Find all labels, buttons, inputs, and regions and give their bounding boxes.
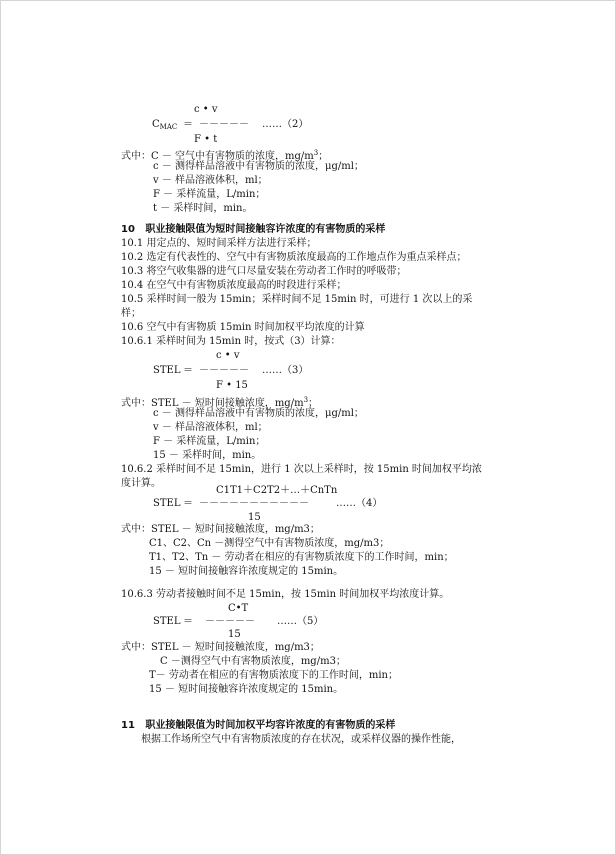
section-11-heading: 11 职业接触限值为时间加权平均容许浓度的有害物质的采样 — [121, 720, 396, 731]
sec10-item: 10.4 在空气中有害物质浓度最高的时段进行采样； — [121, 280, 347, 291]
sec11-paragraph: 根据工作场所空气中有害物质浓度的存在状况，或采样仪器的操作性能， — [141, 734, 461, 745]
defs2-line-0: 式中：C － 空气中有害物质的浓度，$mg/m^3$； — [121, 149, 329, 162]
eq2-fraction-bar: －－－－－ — [199, 119, 249, 130]
sec10-item: 10.6.1 采样时间为 15min 时，按式（3）计算： — [121, 336, 341, 347]
eq4-numerator: C1T1＋C2T2＋…＋CnTn — [216, 485, 338, 496]
sec10-item: 10.3 将空气收集器的进气口尽量安装在劳动者工作时的呼吸带； — [121, 266, 407, 277]
defs3-line-0: 式中：STEL － 短时间接触浓度，$mg/m^3$； — [121, 396, 319, 409]
eq2-reference: ……（2） — [262, 119, 309, 130]
eq3-denominator: F • 15 — [216, 380, 248, 391]
eq5-numerator: C•T — [228, 603, 249, 614]
defs5-line: 式中：STEL － 短时间接触浓度，mg/m3； — [121, 642, 320, 653]
sec10-item: 10.5 采样时间一般为 15min；采样时间不足 15min 时，可进行 1 次以上的采 — [121, 294, 473, 305]
defs5-line: 15 － 短时间接触容许浓度规定的 15min。 — [149, 684, 344, 695]
defs4-line: T1、T2、Tn － 劳动者在相应的有害物质浓度下的工作时间，min； — [149, 552, 454, 563]
eq3-lhs: STEL — [153, 365, 181, 376]
section-10-heading: 10 职业接触限值为短时间接触容许浓度的有害物质的采样 — [121, 224, 386, 235]
eq5-fraction-bar: －－－－－ — [205, 616, 255, 627]
p1062-line: 度计算。 — [121, 478, 161, 489]
defs3-line-4: 15 － 采样时间，min。 — [153, 450, 262, 461]
eq2-numerator: c • v — [194, 104, 218, 115]
eq2-lhs: $C_{MAC}$ — [152, 119, 178, 131]
defs4-line: C1、C2、Cn －测得空气中有害物质浓度，mg/m3； — [149, 538, 390, 549]
sec10-item: 样； — [121, 308, 141, 319]
eq3-equals: ＝ — [183, 365, 193, 376]
eq5-equals: ＝ — [183, 616, 193, 627]
eq5-lhs: STEL — [153, 616, 181, 627]
defs2-line-3: F － 采样流量，L/min； — [153, 189, 266, 200]
eq4-lhs: STEL — [153, 498, 181, 509]
defs3-line-1: c － 测得样品溶液中有害物质的浓度，μg/ml； — [153, 408, 364, 419]
sec10-item: 10.2 选定有代表性的、空气中有害物质浓度最高的工作地点作为重点采样点； — [121, 252, 467, 263]
defs2-line-2: v － 样品溶液体积，ml； — [153, 175, 268, 186]
defs3-line-3: F － 采样流量，L/min； — [153, 436, 266, 447]
p1062-line: 10.6.2 采样时间不足 15min，进行 1 次以上采样时，按 15min 时间加权平均浓 — [121, 464, 482, 475]
defs2-line-1: c － 测得样品溶液中有害物质的浓度，μg/ml； — [153, 161, 364, 172]
eq3-fraction-bar: －－－－－ — [199, 365, 249, 376]
sec10-item: 10.6 空气中有害物质 15min 时间加权平均浓度的计算 — [121, 322, 365, 333]
eq2-denominator: F • t — [194, 134, 218, 145]
eq4-fraction-bar: －－－－－－－－－－－ — [199, 498, 309, 509]
defs5-line: T－ 劳动者在相应的有害物质浓度下的工作时间，min； — [149, 670, 398, 681]
eq2-equals: ＝ — [183, 119, 193, 130]
p1063-line: 10.6.3 劳动者接触时间不足 15min，按 15min 时间加权平均浓度计算。 — [121, 589, 450, 600]
eq3-numerator: c • v — [216, 350, 240, 361]
sec10-item: 10.1 用定点的、短时间采样方法进行采样； — [121, 238, 317, 249]
defs4-line: 15 － 短时间接触容许浓度规定的 15min。 — [149, 566, 344, 577]
defs4-line: 式中：STEL － 短时间接触浓度，mg/m3； — [121, 524, 320, 535]
eq4-equals: ＝ — [183, 498, 193, 509]
eq4-reference: ……（4） — [336, 498, 383, 509]
eq5-denominator: 15 — [228, 629, 241, 640]
eq5-reference: ……（5） — [277, 616, 324, 627]
defs3-line-2: v － 样品溶液体积，ml； — [153, 422, 268, 433]
defs5-line: C －测得空气中有害物质浓度，mg/m3； — [160, 656, 346, 667]
eq3-reference: ……（3） — [262, 365, 309, 376]
defs2-line-4: t － 采样时间，min。 — [153, 203, 253, 214]
eq4-denominator: 15 — [248, 512, 261, 523]
